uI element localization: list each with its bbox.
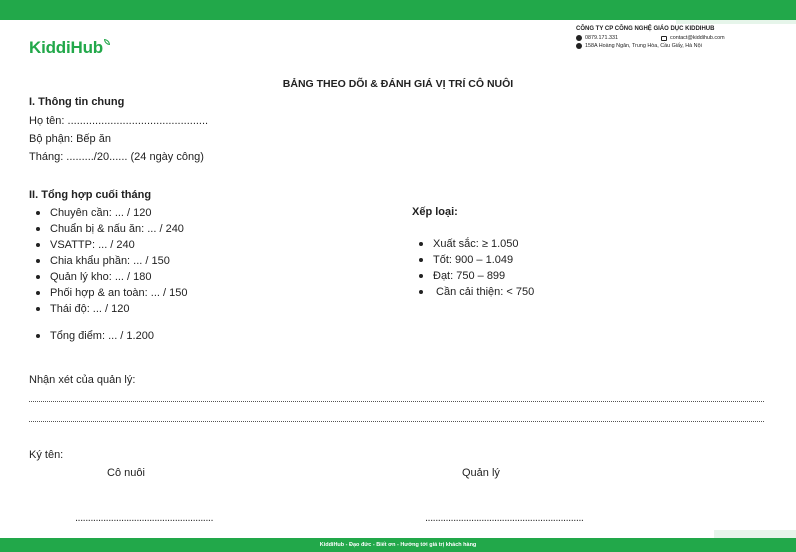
list-item: Thái độ: ... / 120 (36, 301, 187, 317)
right-signature-line: .............................................................. (425, 512, 584, 524)
grading-list (419, 236, 534, 300)
comment-line (29, 421, 764, 422)
company-info (576, 26, 766, 51)
grading-heading: Xếp loại: (412, 206, 458, 218)
company-email: contact@kiddihub.com (670, 35, 725, 41)
bullet-icon (36, 243, 40, 247)
company-address: 158A Hoàng Ngân, Trung Hòa, Cầu Giấy, Hà Nội (585, 43, 702, 49)
leaf-icon (104, 39, 110, 45)
list-item: Chia khẩu phần: ... / 150 (36, 253, 187, 269)
right-signer: Quản lý (462, 467, 500, 479)
signature-label: Ký tên: (29, 449, 64, 461)
bullet-icon (419, 242, 423, 246)
logo-text: KiddiHub (29, 38, 103, 57)
bullet-icon (36, 227, 40, 231)
list-item: VSATTP: ... / 240 (36, 237, 187, 253)
footer-accent (714, 530, 796, 538)
top-banner (0, 0, 796, 20)
list-item: Chuyên cần: ... / 120 (36, 205, 187, 221)
section2-heading: II. Tổng hợp cuối tháng (29, 189, 152, 201)
manager-comment-label: Nhận xét của quản lý: (29, 374, 136, 386)
company-address-row (576, 43, 766, 49)
mail-icon (661, 36, 667, 41)
department-field: Bộ phận: Bếp ăn (29, 133, 111, 145)
list-item: Quản lý kho: ... / 180 (36, 269, 187, 285)
list-item: Đạt: 750 – 899 (419, 268, 534, 284)
name-field: Họ tên: .............................................. (29, 115, 209, 127)
company-logo (29, 38, 110, 58)
phone-icon (576, 35, 582, 41)
bullet-icon (419, 290, 423, 294)
bullet-icon (36, 291, 40, 295)
section1-heading: I. Thông tin chung (29, 96, 125, 108)
total-score: Tổng điểm: ... / 1.200 (36, 330, 154, 342)
company-contact-row (576, 35, 766, 41)
list-item: Phối hợp & an toàn: ... / 150 (36, 285, 187, 301)
list-item: Chuẩn bị & nấu ăn: ... / 240 (36, 221, 187, 237)
company-name: CÔNG TY CP CÔNG NGHỆ GIÁO DỤC KIDDIHUB (576, 26, 715, 32)
left-signature-line: ...................................................... (75, 512, 214, 524)
list-item: Xuất sắc: ≥ 1.050 (419, 236, 534, 252)
bullet-icon (419, 274, 423, 278)
list-item: Tốt: 900 – 1.049 (419, 252, 534, 268)
bullet-icon (36, 334, 40, 338)
bullet-icon (36, 211, 40, 215)
document-title: BẢNG THEO DÕI & ĐÁNH GIÁ VỊ TRÍ CÔ NUÔI (282, 78, 514, 90)
footer-slogan: KiddiHub - Đạo đức - Biết ơn - Hướng tới giá trị khách hàng (0, 538, 796, 552)
month-field: Tháng: ........./20...... (24 ngày công) (29, 151, 204, 163)
bullet-icon (36, 307, 40, 311)
bullet-icon (419, 258, 423, 262)
top-banner-accent (676, 20, 796, 24)
bullet-icon (36, 275, 40, 279)
location-icon (576, 43, 582, 49)
comment-line (29, 401, 764, 402)
company-phone: 0879.171.331 (585, 35, 618, 41)
bullet-icon (36, 259, 40, 263)
left-signer: Cô nuôi (107, 467, 145, 479)
score-list (36, 205, 187, 317)
list-item: Cần cải thiện: < 750 (419, 284, 534, 300)
